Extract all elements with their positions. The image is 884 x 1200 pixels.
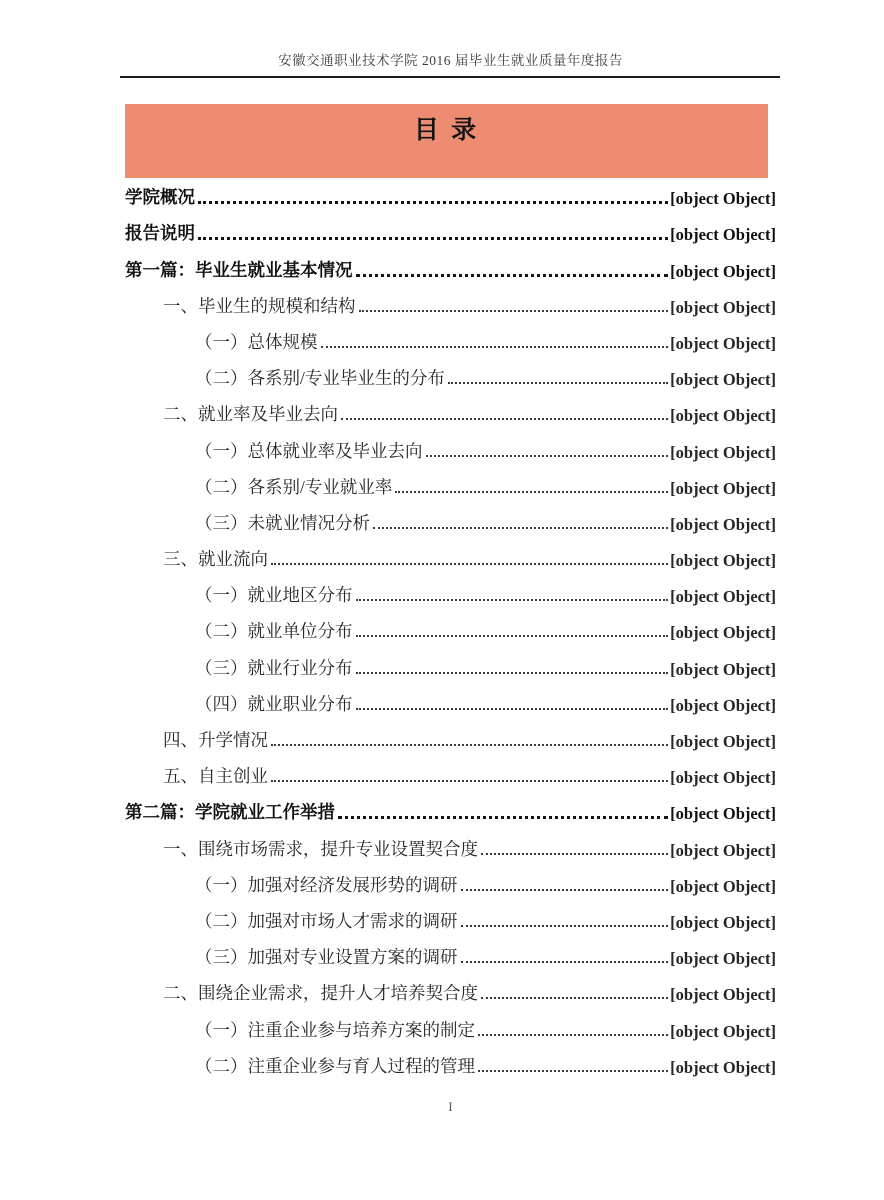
toc-entry-page-number: [object Object] — [670, 840, 776, 860]
toc-entry-label: （二）各系别/专业就业率 — [195, 476, 393, 497]
toc-entry-label: （二）注重企业参与育人过程的管理 — [195, 1055, 475, 1076]
toc-entry-label: 第一篇：毕业生就业基本情况 — [125, 259, 353, 280]
dot-leader — [198, 201, 668, 204]
toc-entry[interactable] — [125, 869, 776, 905]
footer-page-number: I — [448, 1100, 453, 1114]
dot-leader — [356, 672, 669, 674]
dot-leader — [341, 418, 668, 420]
toc-entry-page-number: [object Object] — [670, 551, 776, 571]
toc-entry[interactable] — [125, 941, 776, 977]
dot-leader — [359, 310, 669, 312]
toc-entry[interactable] — [125, 832, 776, 868]
toc-entry[interactable] — [125, 217, 776, 253]
toc-entry-page-number: [object Object] — [670, 912, 776, 932]
toc-entry-page-number: [object Object] — [670, 406, 776, 426]
toc-entry-label: 三、就业流向 — [163, 549, 268, 570]
toc-entry[interactable] — [125, 290, 776, 326]
toc-entry-label: （一）加强对经济发展形势的调研 — [195, 874, 458, 895]
toc-entry[interactable] — [125, 543, 776, 579]
toc-entry[interactable] — [125, 615, 776, 651]
dot-leader — [271, 563, 668, 565]
dot-leader — [478, 1070, 668, 1072]
toc-entry[interactable] — [125, 796, 776, 832]
toc-entry[interactable] — [125, 688, 776, 724]
toc-entry-page-number: [object Object] — [670, 189, 776, 209]
toc-entry-label: 二、就业率及毕业去向 — [163, 404, 338, 425]
dot-leader — [356, 635, 669, 637]
dot-leader — [271, 780, 668, 782]
toc-entry-page-number: [object Object] — [670, 732, 776, 752]
toc-entry[interactable] — [125, 977, 776, 1013]
toc-entry[interactable] — [125, 398, 776, 434]
toc-entry-label: 五、自主创业 — [163, 766, 268, 787]
toc-entry-page-number: [object Object] — [670, 876, 776, 896]
toc-list — [125, 181, 776, 1086]
toc-entry-page-number: [object Object] — [670, 804, 776, 824]
dot-leader — [356, 708, 669, 710]
toc-entry[interactable] — [125, 471, 776, 507]
toc-entry-page-number: [object Object] — [670, 514, 776, 534]
dot-leader — [461, 889, 669, 891]
toc-entry-page-number: [object Object] — [670, 297, 776, 317]
page-footer — [125, 1100, 776, 1115]
toc-entry-page-number: [object Object] — [670, 623, 776, 643]
toc-title: 目 录 — [413, 117, 480, 144]
toc-entry-label: （三）未就业情况分析 — [195, 512, 370, 533]
toc-entry-label: （三）加强对专业设置方案的调研 — [195, 947, 458, 968]
toc-entry-page-number: [object Object] — [670, 370, 776, 390]
dot-leader — [373, 527, 668, 529]
dot-leader — [271, 744, 668, 746]
running-header-text: 安徽交通职业技术学院 2016 届毕业生就业质量年度报告 — [278, 53, 623, 68]
toc-entry-page-number: [object Object] — [670, 659, 776, 679]
toc-entry[interactable] — [125, 905, 776, 941]
toc-entry[interactable] — [125, 362, 776, 398]
toc-entry[interactable] — [125, 1013, 776, 1049]
toc-entry-page-number: [object Object] — [670, 587, 776, 607]
toc-entry-label: （一）总体就业率及毕业去向 — [195, 440, 423, 461]
toc-entry[interactable] — [125, 724, 776, 760]
dot-leader — [426, 455, 669, 457]
dot-leader — [478, 1034, 668, 1036]
toc-entry-label: （二）就业单位分布 — [195, 621, 353, 642]
toc-entry[interactable] — [125, 326, 776, 362]
toc-entry[interactable] — [125, 579, 776, 615]
dot-leader — [395, 491, 668, 493]
dot-leader — [356, 599, 669, 601]
toc-entry-label: （二）各系别/专业毕业生的分布 — [195, 368, 445, 389]
dot-leader — [198, 237, 668, 240]
header-divider-line — [120, 76, 780, 78]
dot-leader — [356, 274, 669, 277]
toc-entry-page-number: [object Object] — [670, 478, 776, 498]
toc-entry-page-number: [object Object] — [670, 949, 776, 969]
toc-entry-label: （三）就业行业分布 — [195, 657, 353, 678]
toc-entry-label: （四）就业职业分布 — [195, 693, 353, 714]
toc-entry-page-number: [object Object] — [670, 985, 776, 1005]
toc-entry-label: 第二篇：学院就业工作举措 — [125, 802, 335, 823]
toc-entry[interactable] — [125, 507, 776, 543]
toc-entry-label: 一、毕业生的规模和结构 — [163, 295, 356, 316]
toc-entry-label: 学院概况 — [125, 187, 195, 208]
toc-entry-page-number: [object Object] — [670, 261, 776, 281]
toc-entry-label: （二）加强对市场人才需求的调研 — [195, 910, 458, 931]
toc-entry-page-number: [object Object] — [670, 333, 776, 353]
toc-entry[interactable] — [125, 253, 776, 289]
dot-leader — [481, 853, 668, 855]
dot-leader — [461, 961, 669, 963]
toc-entry-label: （一）注重企业参与培养方案的制定 — [195, 1019, 475, 1040]
toc-entry[interactable] — [125, 181, 776, 217]
toc-entry[interactable] — [125, 1050, 776, 1086]
toc-entry[interactable] — [125, 434, 776, 470]
dot-leader — [481, 997, 668, 999]
dot-leader — [321, 346, 669, 348]
toc-entry-page-number: [object Object] — [670, 1057, 776, 1077]
toc-entry-label: 四、升学情况 — [163, 730, 268, 750]
toc-entry[interactable] — [125, 651, 776, 687]
dot-leader — [461, 925, 669, 927]
toc-entry[interactable] — [125, 760, 776, 796]
toc-entry-label: （一）就业地区分布 — [195, 585, 353, 606]
toc-entry-label: 一、围绕市场需求，提升专业设置契合度 — [163, 838, 478, 859]
toc-entry-page-number: [object Object] — [670, 768, 776, 788]
toc-entry-page-number: [object Object] — [670, 225, 776, 245]
toc-entry-label: （一）总体规模 — [195, 331, 318, 352]
toc-entry-page-number: [object Object] — [670, 695, 776, 715]
toc-entry-label: 二、围绕企业需求，提升人才培养契合度 — [163, 983, 478, 1004]
toc-entry-label: 报告说明 — [125, 223, 195, 244]
dot-leader — [448, 382, 668, 384]
toc-entry-page-number: [object Object] — [670, 1021, 776, 1041]
dot-leader — [338, 816, 668, 819]
toc-entry-page-number: [object Object] — [670, 442, 776, 462]
toc-title-banner — [125, 104, 768, 178]
